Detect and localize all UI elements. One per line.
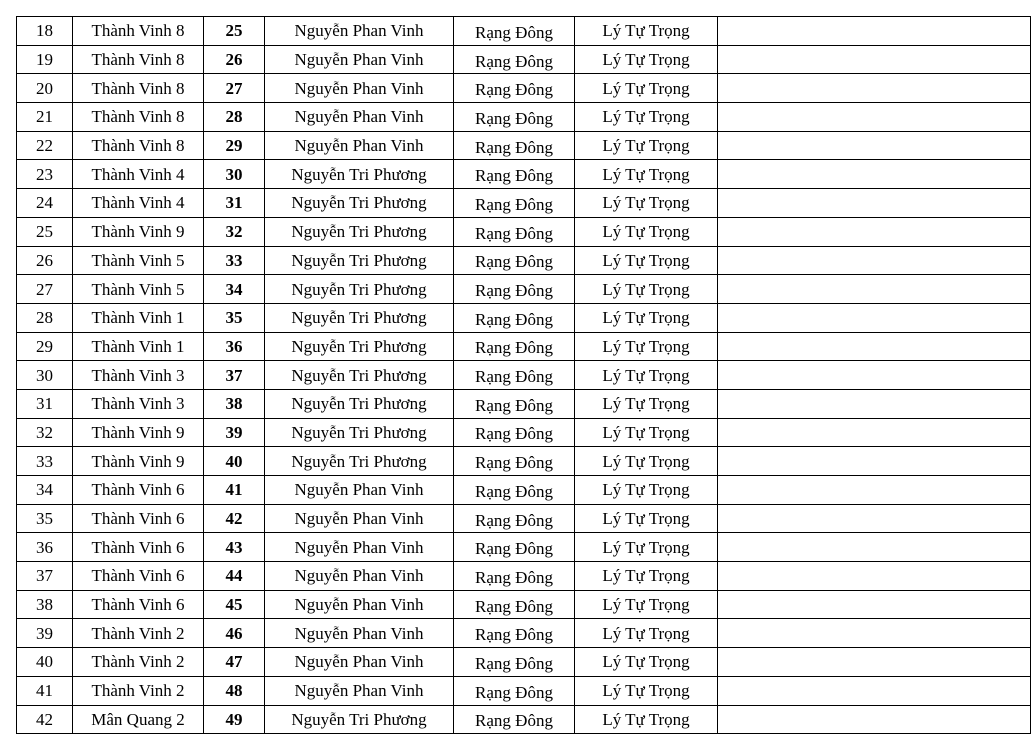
road-cell: Nguyễn Tri Phương: [265, 705, 454, 734]
area-cell: Rạng Đông: [454, 303, 575, 332]
row-number-cell: 19: [17, 45, 73, 74]
area-cell: Rạng Đông: [454, 504, 575, 533]
area-cell: Rạng Đông: [454, 648, 575, 677]
school-cell: Lý Tự Trọng: [575, 103, 718, 132]
table-row: [17, 705, 1031, 734]
number-cell: 37: [204, 361, 265, 390]
road-cell: Nguyễn Tri Phương: [265, 332, 454, 361]
note-cell: [718, 160, 1031, 189]
row-number-cell: 18: [17, 17, 73, 46]
area-cell: Rạng Đông: [454, 131, 575, 160]
number-cell: 45: [204, 590, 265, 619]
number-cell: 26: [204, 45, 265, 74]
table-row: [17, 389, 1031, 418]
row-number-cell: 30: [17, 361, 73, 390]
school-cell: Lý Tự Trọng: [575, 74, 718, 103]
unit-cell: Thành Vinh 8: [73, 131, 204, 160]
table-row: [17, 189, 1031, 218]
table-row: [17, 590, 1031, 619]
unit-cell: Thành Vinh 9: [73, 447, 204, 476]
road-cell: Nguyễn Phan Vinh: [265, 103, 454, 132]
number-cell: 31: [204, 189, 265, 218]
row-number-cell: 26: [17, 246, 73, 275]
area-cell: Rạng Đông: [454, 189, 575, 218]
table-row: [17, 361, 1031, 390]
row-number-cell: 20: [17, 74, 73, 103]
road-cell: Nguyễn Phan Vinh: [265, 676, 454, 705]
note-cell: [718, 619, 1031, 648]
row-number-cell: 34: [17, 476, 73, 505]
area-cell: Rạng Đông: [454, 74, 575, 103]
document-page: [16, 16, 1031, 734]
road-cell: Nguyễn Phan Vinh: [265, 590, 454, 619]
area-cell: Rạng Đông: [454, 332, 575, 361]
number-cell: 38: [204, 389, 265, 418]
row-number-cell: 28: [17, 303, 73, 332]
table-row: [17, 131, 1031, 160]
number-cell: 28: [204, 103, 265, 132]
road-cell: Nguyễn Phan Vinh: [265, 648, 454, 677]
table-row: [17, 533, 1031, 562]
unit-cell: Thành Vinh 5: [73, 275, 204, 304]
table-row: [17, 103, 1031, 132]
road-cell: Nguyễn Tri Phương: [265, 246, 454, 275]
row-number-cell: 33: [17, 447, 73, 476]
school-cell: Lý Tự Trọng: [575, 418, 718, 447]
road-cell: Nguyễn Tri Phương: [265, 389, 454, 418]
row-number-cell: 36: [17, 533, 73, 562]
number-cell: 46: [204, 619, 265, 648]
note-cell: [718, 17, 1031, 46]
unit-cell: Thành Vinh 9: [73, 217, 204, 246]
number-cell: 44: [204, 562, 265, 591]
area-cell: Rạng Đông: [454, 160, 575, 189]
school-cell: Lý Tự Trọng: [575, 389, 718, 418]
school-cell: Lý Tự Trọng: [575, 303, 718, 332]
row-number-cell: 40: [17, 648, 73, 677]
table-row: [17, 74, 1031, 103]
unit-cell: Thành Vinh 6: [73, 504, 204, 533]
row-number-cell: 29: [17, 332, 73, 361]
school-cell: Lý Tự Trọng: [575, 676, 718, 705]
table-row: [17, 160, 1031, 189]
table-row: [17, 332, 1031, 361]
number-cell: 48: [204, 676, 265, 705]
road-cell: Nguyễn Phan Vinh: [265, 476, 454, 505]
table-row: [17, 619, 1031, 648]
road-cell: Nguyễn Tri Phương: [265, 418, 454, 447]
note-cell: [718, 533, 1031, 562]
table-row: [17, 45, 1031, 74]
row-number-cell: 23: [17, 160, 73, 189]
note-cell: [718, 45, 1031, 74]
number-cell: 49: [204, 705, 265, 734]
note-cell: [718, 361, 1031, 390]
row-number-cell: 39: [17, 619, 73, 648]
note-cell: [718, 389, 1031, 418]
school-cell: Lý Tự Trọng: [575, 476, 718, 505]
row-number-cell: 25: [17, 217, 73, 246]
unit-cell: Thành Vinh 1: [73, 332, 204, 361]
road-cell: Nguyễn Phan Vinh: [265, 131, 454, 160]
row-number-cell: 37: [17, 562, 73, 591]
number-cell: 34: [204, 275, 265, 304]
unit-cell: Mân Quang 2: [73, 705, 204, 734]
table-row: [17, 275, 1031, 304]
area-cell: Rạng Đông: [454, 676, 575, 705]
row-number-cell: 27: [17, 275, 73, 304]
note-cell: [718, 590, 1031, 619]
number-cell: 42: [204, 504, 265, 533]
road-cell: Nguyễn Phan Vinh: [265, 17, 454, 46]
note-cell: [718, 275, 1031, 304]
unit-cell: Thành Vinh 9: [73, 418, 204, 447]
note-cell: [718, 418, 1031, 447]
area-cell: Rạng Đông: [454, 705, 575, 734]
area-cell: Rạng Đông: [454, 17, 575, 46]
note-cell: [718, 131, 1031, 160]
number-cell: 27: [204, 74, 265, 103]
number-cell: 39: [204, 418, 265, 447]
number-cell: 30: [204, 160, 265, 189]
table-row: [17, 418, 1031, 447]
area-cell: Rạng Đông: [454, 418, 575, 447]
road-cell: Nguyễn Tri Phương: [265, 189, 454, 218]
table-row: [17, 676, 1031, 705]
school-cell: Lý Tự Trọng: [575, 332, 718, 361]
area-cell: Rạng Đông: [454, 361, 575, 390]
school-cell: Lý Tự Trọng: [575, 17, 718, 46]
unit-cell: Thành Vinh 6: [73, 533, 204, 562]
unit-cell: Thành Vinh 5: [73, 246, 204, 275]
table-row: [17, 447, 1031, 476]
table-row: [17, 476, 1031, 505]
area-cell: Rạng Đông: [454, 45, 575, 74]
area-cell: Rạng Đông: [454, 389, 575, 418]
area-cell: Rạng Đông: [454, 619, 575, 648]
table-row: [17, 246, 1031, 275]
unit-cell: Thành Vinh 8: [73, 45, 204, 74]
number-cell: 36: [204, 332, 265, 361]
note-cell: [718, 303, 1031, 332]
area-cell: Rạng Đông: [454, 447, 575, 476]
note-cell: [718, 332, 1031, 361]
area-cell: Rạng Đông: [454, 476, 575, 505]
row-number-cell: 31: [17, 389, 73, 418]
school-cell: Lý Tự Trọng: [575, 562, 718, 591]
note-cell: [718, 504, 1031, 533]
road-cell: Nguyễn Phan Vinh: [265, 45, 454, 74]
school-cell: Lý Tự Trọng: [575, 160, 718, 189]
row-number-cell: 38: [17, 590, 73, 619]
unit-cell: Thành Vinh 4: [73, 189, 204, 218]
row-number-cell: 42: [17, 705, 73, 734]
note-cell: [718, 217, 1031, 246]
row-number-cell: 41: [17, 676, 73, 705]
number-cell: 33: [204, 246, 265, 275]
number-cell: 43: [204, 533, 265, 562]
area-cell: Rạng Đông: [454, 590, 575, 619]
road-cell: Nguyễn Phan Vinh: [265, 562, 454, 591]
number-cell: 25: [204, 17, 265, 46]
school-cell: Lý Tự Trọng: [575, 217, 718, 246]
row-number-cell: 24: [17, 189, 73, 218]
row-number-cell: 21: [17, 103, 73, 132]
number-cell: 41: [204, 476, 265, 505]
row-number-cell: 35: [17, 504, 73, 533]
note-cell: [718, 676, 1031, 705]
road-cell: Nguyễn Phan Vinh: [265, 619, 454, 648]
unit-cell: Thành Vinh 6: [73, 590, 204, 619]
note-cell: [718, 246, 1031, 275]
table-row: [17, 504, 1031, 533]
road-cell: Nguyễn Phan Vinh: [265, 533, 454, 562]
road-cell: Nguyễn Phan Vinh: [265, 504, 454, 533]
school-cell: Lý Tự Trọng: [575, 45, 718, 74]
unit-cell: Thành Vinh 2: [73, 648, 204, 677]
road-cell: Nguyễn Phan Vinh: [265, 74, 454, 103]
number-cell: 47: [204, 648, 265, 677]
note-cell: [718, 476, 1031, 505]
school-cell: Lý Tự Trọng: [575, 705, 718, 734]
road-cell: Nguyễn Tri Phương: [265, 303, 454, 332]
area-cell: Rạng Đông: [454, 562, 575, 591]
table-row: [17, 562, 1031, 591]
unit-cell: Thành Vinh 6: [73, 476, 204, 505]
road-cell: Nguyễn Tri Phương: [265, 217, 454, 246]
school-cell: Lý Tự Trọng: [575, 590, 718, 619]
row-number-cell: 22: [17, 131, 73, 160]
school-cell: Lý Tự Trọng: [575, 504, 718, 533]
area-cell: Rạng Đông: [454, 533, 575, 562]
note-cell: [718, 74, 1031, 103]
school-cell: Lý Tự Trọng: [575, 131, 718, 160]
road-cell: Nguyễn Tri Phương: [265, 361, 454, 390]
number-cell: 35: [204, 303, 265, 332]
number-cell: 29: [204, 131, 265, 160]
note-cell: [718, 103, 1031, 132]
unit-cell: Thành Vinh 1: [73, 303, 204, 332]
unit-cell: Thành Vinh 4: [73, 160, 204, 189]
unit-cell: Thành Vinh 8: [73, 17, 204, 46]
unit-cell: Thành Vinh 2: [73, 676, 204, 705]
area-cell: Rạng Đông: [454, 103, 575, 132]
table-body: [17, 17, 1031, 734]
unit-cell: Thành Vinh 3: [73, 389, 204, 418]
note-cell: [718, 189, 1031, 218]
table-row: [17, 217, 1031, 246]
note-cell: [718, 447, 1031, 476]
school-cell: Lý Tự Trọng: [575, 619, 718, 648]
school-cell: Lý Tự Trọng: [575, 447, 718, 476]
number-cell: 32: [204, 217, 265, 246]
unit-cell: Thành Vinh 8: [73, 103, 204, 132]
unit-cell: Thành Vinh 2: [73, 619, 204, 648]
number-cell: 40: [204, 447, 265, 476]
area-cell: Rạng Đông: [454, 275, 575, 304]
school-cell: Lý Tự Trọng: [575, 189, 718, 218]
row-number-cell: 32: [17, 418, 73, 447]
unit-cell: Thành Vinh 8: [73, 74, 204, 103]
table-row: [17, 17, 1031, 46]
school-cell: Lý Tự Trọng: [575, 275, 718, 304]
table-row: [17, 303, 1031, 332]
note-cell: [718, 648, 1031, 677]
school-cell: Lý Tự Trọng: [575, 246, 718, 275]
school-cell: Lý Tự Trọng: [575, 648, 718, 677]
school-cell: Lý Tự Trọng: [575, 533, 718, 562]
road-cell: Nguyễn Tri Phương: [265, 275, 454, 304]
area-cell: Rạng Đông: [454, 217, 575, 246]
table-row: [17, 648, 1031, 677]
data-table: [16, 16, 1031, 734]
unit-cell: Thành Vinh 3: [73, 361, 204, 390]
note-cell: [718, 562, 1031, 591]
school-cell: Lý Tự Trọng: [575, 361, 718, 390]
note-cell: [718, 705, 1031, 734]
area-cell: Rạng Đông: [454, 246, 575, 275]
road-cell: Nguyễn Tri Phương: [265, 447, 454, 476]
unit-cell: Thành Vinh 6: [73, 562, 204, 591]
road-cell: Nguyễn Tri Phương: [265, 160, 454, 189]
